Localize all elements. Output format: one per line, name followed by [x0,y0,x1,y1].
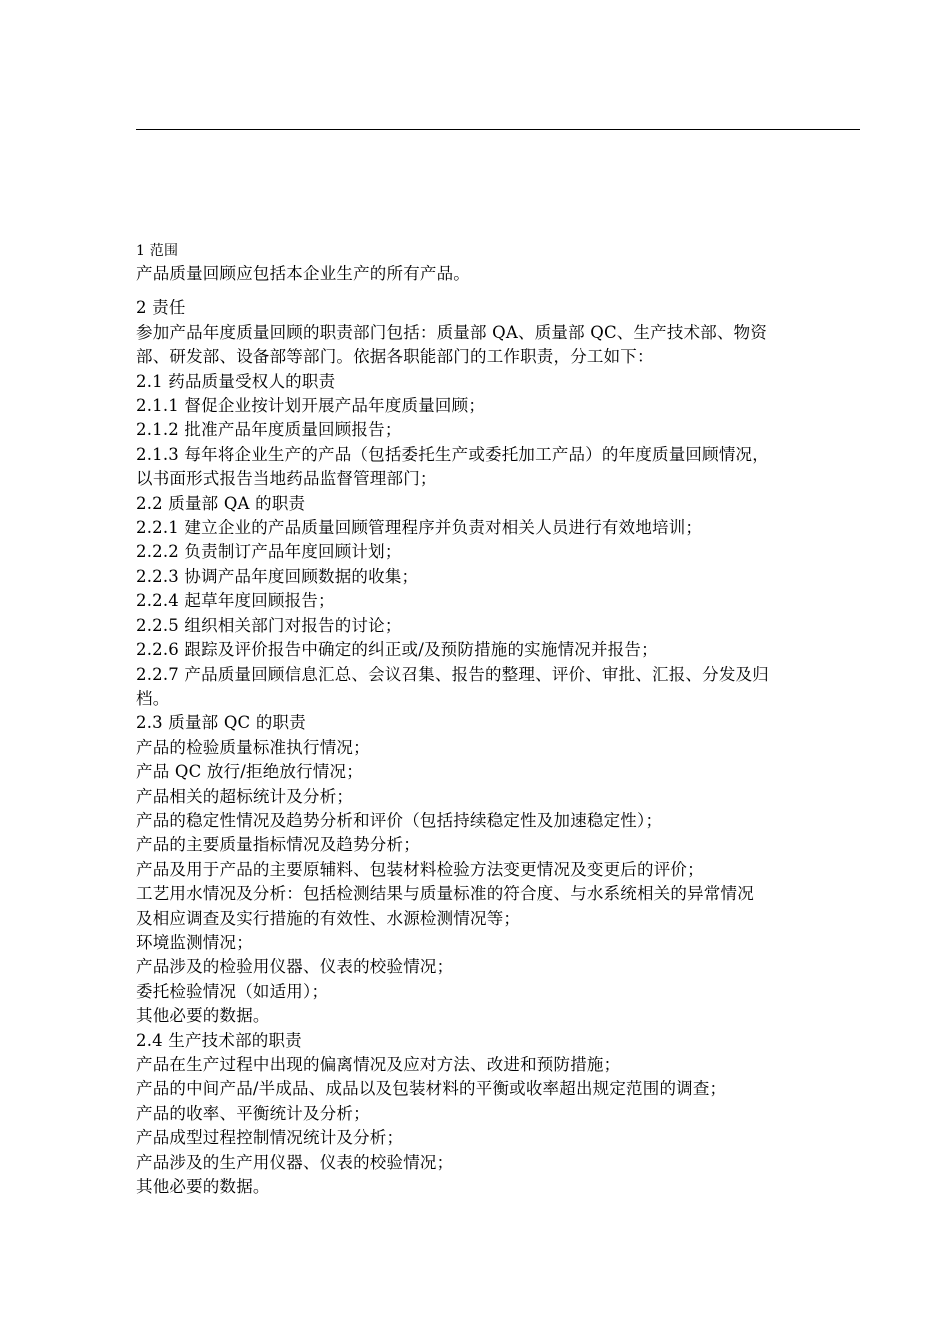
list-item: 工艺用水情况及分析：包括检测结果与质量标准的符合度、与水系统相关的异常情况 [136,884,754,904]
list-item: 2.2.3 协调产品年度回顾数据的收集； [136,566,419,586]
subsection-heading: 2.3 质量部 QC 的职责 [136,713,306,733]
list-item: 2.2.4 起草年度回顾报告； [136,591,335,611]
list-item: 2.2.5 组织相关部门对报告的讨论； [136,615,402,635]
list-item: 产品涉及的检验用仪器、仪表的校验情况； [136,957,454,977]
list-item: 其他必要的数据。 [136,1006,270,1026]
paragraph: 部、研发部、设备部等部门。依据各职能部门的工作职责，分工如下： [136,347,654,367]
paragraph: 参加产品年度质量回顾的职责部门包括：质量部 QA、质量部 QC、生产技术部、物资 [136,322,768,342]
list-item: 产品及用于产品的主要原辅料、包装材料检验方法变更情况及变更后的评价； [136,859,704,879]
list-item: 其他必要的数据。 [136,1177,270,1197]
section-1-heading: 1 范围 [136,243,179,259]
list-item: 环境监测情况； [136,932,253,952]
list-item: 2.2.7 产品质量回顾信息汇总、会议召集、报告的整理、评价、审批、汇报、分发及归 [136,664,769,684]
list-item: 产品在生产过程中出现的偏离情况及应对方法、改进和预防措施； [136,1055,621,1074]
list-item: 产品相关的超标统计及分析； [136,786,354,806]
subsection-heading: 2.1 药品质量受权人的职责 [136,371,336,391]
list-item: 2.1.3 每年将企业生产的产品（包括委托生产或委托加工产品）的年度质量回顾情况， [136,444,769,464]
header-rule [136,129,860,130]
list-item: 产品的稳定性情况及趋势分析和评价（包括持续稳定性及加速稳定性）； [136,810,663,830]
list-item: 档。 [136,688,170,708]
list-item: 2.2.2 负责制订产品年度回顾计划； [136,542,402,562]
list-item: 2.2.1 建立企业的产品质量回顾管理程序并负责对相关人员进行有效地培训； [136,518,703,538]
list-item: 及相应调查及实行措施的有效性、水源检测情况等； [136,908,521,928]
subsection-heading: 2.2 质量部 QA 的职责 [136,493,306,513]
list-item: 产品的主要质量指标情况及趋势分析； [136,835,420,855]
list-item: 2.1.2 批准产品年度质量回顾报告； [136,420,402,440]
list-item: 产品的检验质量标准执行情况； [136,737,370,757]
subsection-heading: 2.4 生产技术部的职责 [136,1030,302,1050]
section-2-heading: 2 责任 [136,298,186,318]
document-body [136,240,860,1199]
list-item: 产品的中间产品/半成品、成品以及包装材料的平衡或收率超出规定范围的调查； [136,1079,727,1099]
list-item: 产品涉及的生产用仪器、仪表的校验情况； [136,1152,454,1172]
list-item: 2.1.1 督促企业按计划开展产品年度质量回顾； [136,396,486,416]
list-item: 产品成型过程控制情况统计及分析； [136,1128,404,1148]
paragraph: 产品质量回顾应包括本企业生产的所有产品。 [136,264,470,283]
list-item: 产品的收率、平衡统计及分析； [136,1103,370,1123]
list-item: 2.2.6 跟踪及评价报告中确定的纠正或/及预防措施的实施情况并报告； [136,640,658,660]
paragraph-gap [136,286,860,296]
list-item: 产品 QC 放行/拒绝放行情况； [136,762,363,782]
list-item: 以书面形式报告当地药品监督管理部门； [136,469,437,489]
list-item: 委托检验情况（如适用）； [136,981,329,1001]
